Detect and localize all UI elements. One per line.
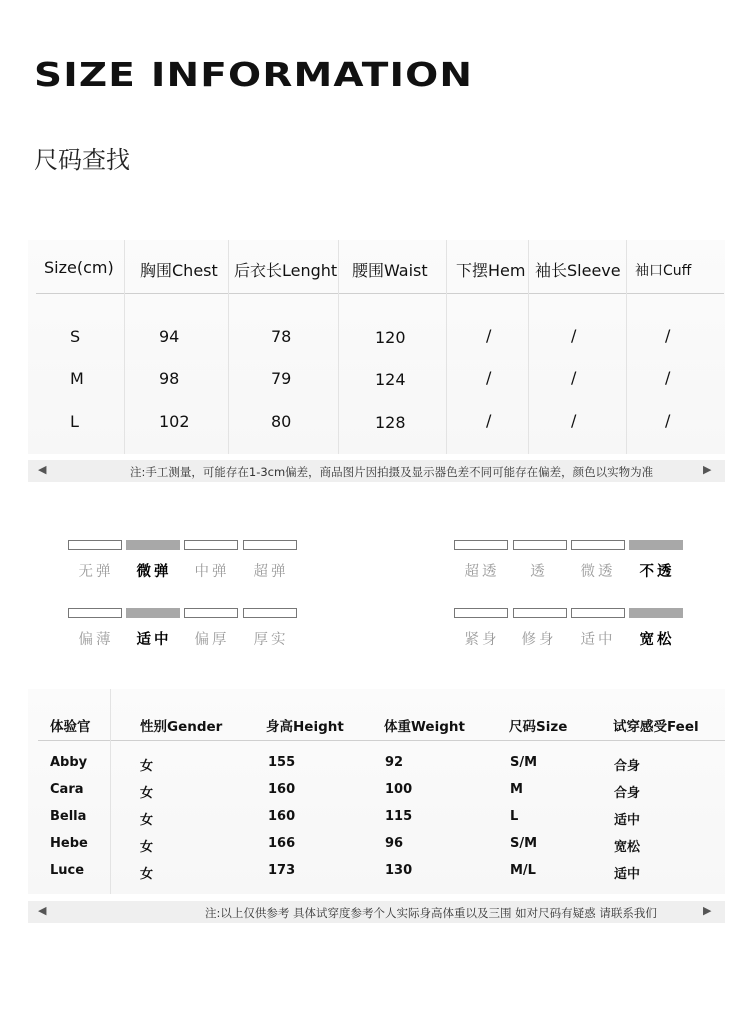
table-cell: 适中	[614, 813, 641, 828]
column-divider	[528, 240, 529, 454]
table-cell: S/M	[510, 755, 538, 770]
arrow-right-icon: ▶	[703, 905, 712, 917]
scale-label: 中弹	[194, 564, 230, 580]
table-cell: 155	[268, 755, 296, 770]
scale-label-selected: 适中	[136, 632, 172, 648]
scale-segment	[571, 540, 625, 550]
column-divider	[446, 240, 447, 454]
column-header-height: 身高Height	[266, 719, 344, 735]
column-header-waist: 腰围Waist	[352, 261, 428, 280]
column-header-sleeve: 袖长Sleeve	[535, 261, 621, 280]
column-divider	[626, 240, 627, 454]
scale-label: 修身	[521, 632, 557, 648]
column-header-hem: 下摆Hem	[456, 261, 526, 280]
table-cell: 79	[271, 369, 292, 388]
column-header-length: 后衣长Lenght	[234, 261, 338, 280]
scale-segment	[513, 540, 567, 550]
column-header-size: Size(cm)	[44, 258, 114, 277]
scale-label-selected: 宽松	[639, 632, 675, 648]
table-cell: 80	[271, 412, 292, 431]
table-cell: /	[486, 368, 492, 387]
table-cell: S	[70, 327, 81, 346]
table-cell: 124	[375, 370, 406, 389]
column-divider	[228, 240, 229, 454]
arrow-left-icon: ◀	[38, 464, 47, 476]
column-header-cuff: 袖口Cuff	[635, 263, 692, 279]
column-header-gender: 性别Gender	[140, 719, 223, 735]
scale-segment	[454, 540, 508, 550]
scale-segment	[243, 608, 297, 618]
scale-label: 厚实	[253, 632, 289, 648]
scale-segment	[184, 608, 238, 618]
table-cell: 女	[140, 813, 154, 828]
table-cell: /	[486, 326, 492, 345]
column-divider	[338, 240, 339, 454]
table-cell: 94	[159, 327, 180, 346]
table-cell: Cara	[50, 782, 84, 797]
table-cell: Abby	[50, 755, 88, 770]
scale-label: 超弹	[253, 564, 289, 580]
arrow-right-icon: ▶	[703, 464, 712, 476]
table-cell: /	[665, 411, 671, 430]
column-header-weight: 体重Weight	[384, 719, 465, 735]
table-cell: /	[486, 411, 492, 430]
scale-segment	[454, 608, 508, 618]
measurement-note: 注:手工测量，可能存在1-3cm偏差，商品图片因拍摄及显示器色差不同可能存在偏差，颜色以实物为准	[130, 465, 654, 479]
table-cell: 女	[140, 840, 154, 855]
table-cell: 适中	[614, 867, 641, 882]
table-cell: 100	[385, 782, 413, 797]
table-cell: Luce	[50, 863, 85, 878]
scale-label: 偏薄	[78, 632, 114, 648]
table-cell: 115	[385, 809, 413, 824]
table-cell: M/L	[510, 863, 536, 878]
table-cell: Bella	[50, 809, 87, 824]
scale-segment	[68, 540, 122, 550]
arrow-left-icon: ◀	[38, 905, 47, 917]
table-cell: 160	[268, 809, 296, 824]
table-cell: /	[665, 368, 671, 387]
tryon-note-bar	[28, 901, 725, 923]
scale-segment	[243, 540, 297, 550]
measurement-note-bar	[28, 460, 725, 482]
column-header-chest: 胸围Chest	[140, 261, 218, 280]
table-cell: 女	[140, 759, 154, 774]
column-header-feel: 试穿感受Feel	[613, 719, 699, 735]
scale-label: 偏厚	[194, 632, 230, 648]
table-cell: 98	[159, 369, 180, 388]
table-cell: 120	[375, 328, 406, 347]
scale-label-selected: 微弹	[136, 564, 172, 580]
scale-segment	[513, 608, 567, 618]
page-subtitle: 尺码查找	[34, 146, 130, 174]
table-cell: 92	[385, 755, 404, 770]
table-cell: 96	[385, 836, 404, 851]
scale-label: 微透	[580, 564, 616, 580]
table-cell: 160	[268, 782, 296, 797]
scale-label: 紧身	[464, 632, 500, 648]
column-header-size: 尺码Size	[509, 719, 568, 735]
table-cell: 宽松	[614, 840, 641, 855]
table-cell: /	[571, 368, 577, 387]
table-cell: /	[665, 326, 671, 345]
column-divider	[124, 240, 125, 454]
table-cell: M	[70, 369, 84, 388]
scale-segment	[184, 540, 238, 550]
scale-label: 超透	[464, 564, 500, 580]
table-cell: M	[510, 782, 523, 797]
scale-label-selected: 不透	[639, 564, 675, 580]
column-divider	[110, 689, 111, 894]
table-cell: 女	[140, 786, 154, 801]
tryon-table	[28, 689, 725, 894]
table-cell: 合身	[614, 759, 641, 774]
table-cell: S/M	[510, 836, 538, 851]
page-title: SIZE INFORMATION	[34, 55, 474, 94]
tryon-note: 注:以上仅供参考 具体试穿度参考个人实际身高体重以及三围 如对尺码有疑惑 请联系我们	[205, 906, 657, 920]
table-cell: 173	[268, 863, 296, 878]
size-table	[28, 240, 725, 454]
scale-label: 透	[530, 564, 548, 580]
table-cell: 女	[140, 867, 154, 882]
table-cell: 128	[375, 413, 406, 432]
table-cell: 130	[385, 863, 413, 878]
table-cell: 78	[271, 327, 292, 346]
header-divider	[36, 293, 724, 294]
table-cell: 166	[268, 836, 296, 851]
scale-segment-selected	[629, 540, 683, 550]
scale-segment	[68, 608, 122, 618]
scale-segment	[571, 608, 625, 618]
table-cell: 合身	[614, 786, 641, 801]
scale-segment-selected	[126, 540, 180, 550]
table-cell: L	[70, 412, 79, 431]
table-cell: /	[571, 326, 577, 345]
table-cell: 102	[159, 412, 190, 431]
scale-segment-selected	[629, 608, 683, 618]
table-cell: Hebe	[50, 836, 88, 851]
header-divider	[38, 740, 725, 741]
table-cell: /	[571, 411, 577, 430]
scale-label: 无弹	[78, 564, 114, 580]
table-cell: L	[510, 809, 519, 824]
scale-label: 适中	[580, 632, 616, 648]
column-header-tester: 体验官	[50, 719, 91, 735]
scale-segment-selected	[126, 608, 180, 618]
